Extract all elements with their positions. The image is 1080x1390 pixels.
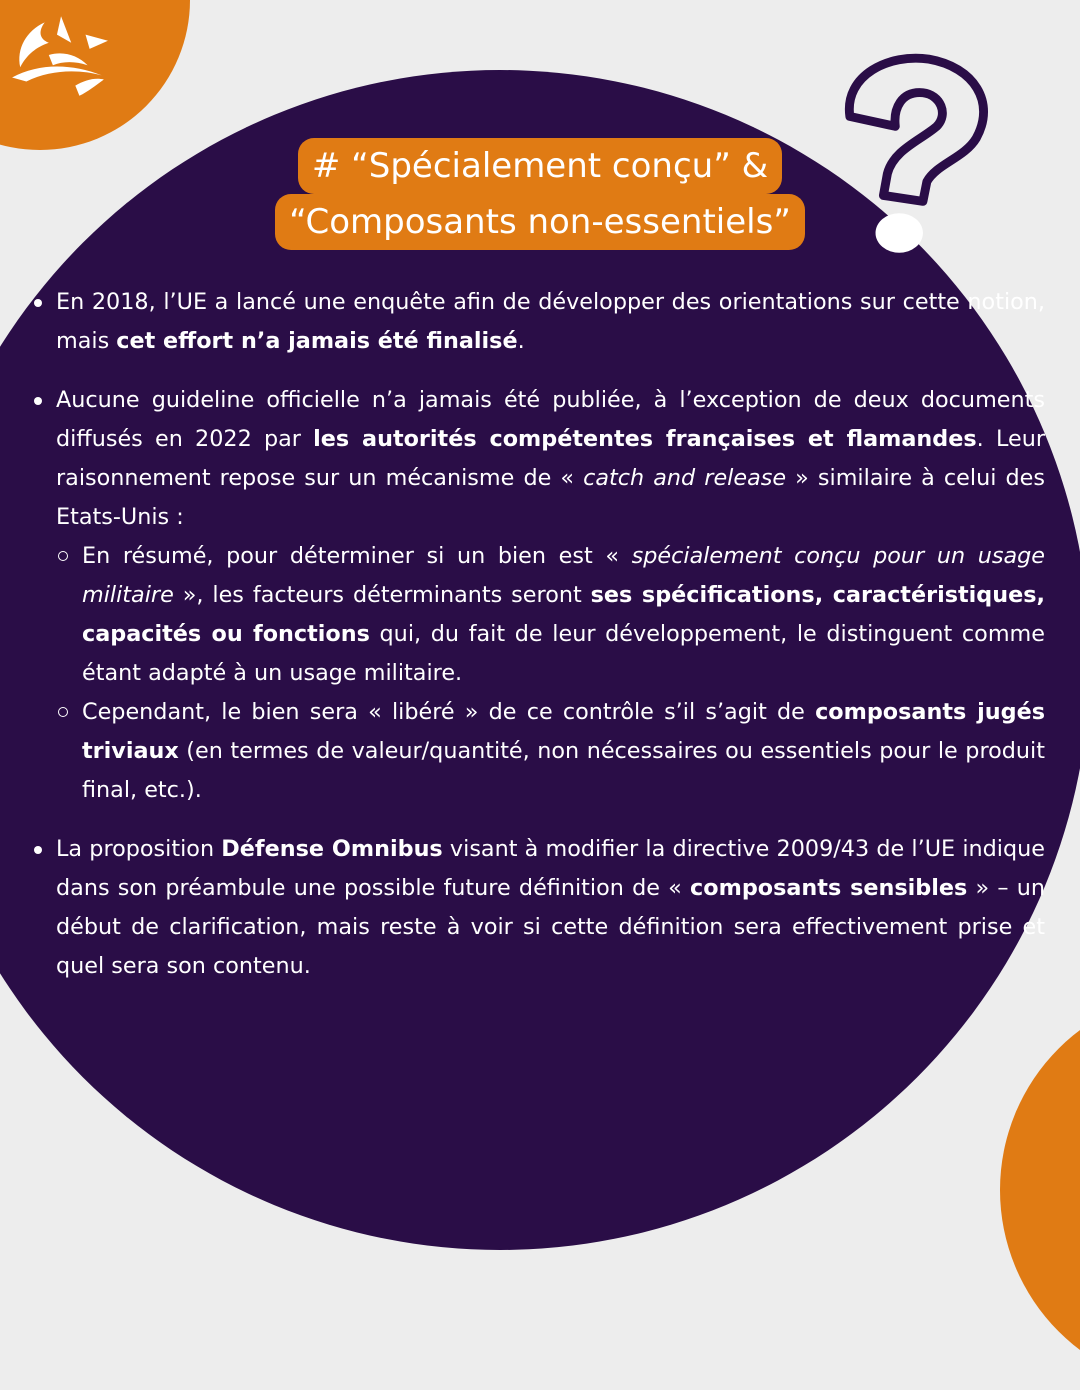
page-title <box>0 138 1080 250</box>
bullet-item: En 2018, l’UE a lancé une enquête afin de développer des orientations sur cette notion, mais cet effort n’a jamais été finalisé. <box>30 283 1045 361</box>
content-body <box>30 283 1045 1006</box>
bullet-item: La proposition Défense Omnibus visant à modifier la directive 2009/43 de l’UE indique dans son préambule une possible future définition de « composants sensibles » – un début de clarification, mais reste à voir si cette définition sera effectivement prise et quel sera son contenu. <box>30 830 1045 986</box>
wing-logo-icon <box>8 14 110 96</box>
sub-bullet-item: En résumé, pour déterminer si un bien est « spécialement conçu pour un usage militaire », les facteurs déterminants seront ses spécifications, caractéristiques, capacités ou fonctions qui, du fait de leur développement, le distinguent comme étant adapté à un usage militaire. <box>56 537 1045 693</box>
sub-bullet-item: Cependant, le bien sera « libéré » de ce contrôle s’il s’agit de composants jugés triviaux (en termes de valeur/quantité, non nécessaires ou essentiels pour le produit final, etc.). <box>56 693 1045 810</box>
sub-list <box>56 537 1045 810</box>
bullet-item: Aucune guideline officielle n’a jamais été publiée, à l’exception de deux documents diffusés en 2022 par les autorités compétentes françaises et flamandes. Leur raisonnement repose sur un mécanisme de « catch and release » similaire à celui des Etats-Unis : En résumé, pour déterminer si un bien est « spécialement conçu pour un usage militaire », les facteurs déterminants seront ses spécifications, caractéristiques, capacités ou fonctions qui, du fait de leur développement, le distinguent comme étant adapté à un usage militaire. Cependant, le bien sera « libéré » de ce contrôle s’il s’agit de composants jugés triviaux (en termes de valeur/quantité, non nécessaires ou essentiels pour le produit final, etc.). <box>30 381 1045 810</box>
corner-decoration-bottom-right <box>1000 990 1080 1390</box>
title-line-2: “Composants non-essentiels” <box>275 194 805 250</box>
title-line-1: # “Spécialement conçu” & <box>298 138 782 194</box>
